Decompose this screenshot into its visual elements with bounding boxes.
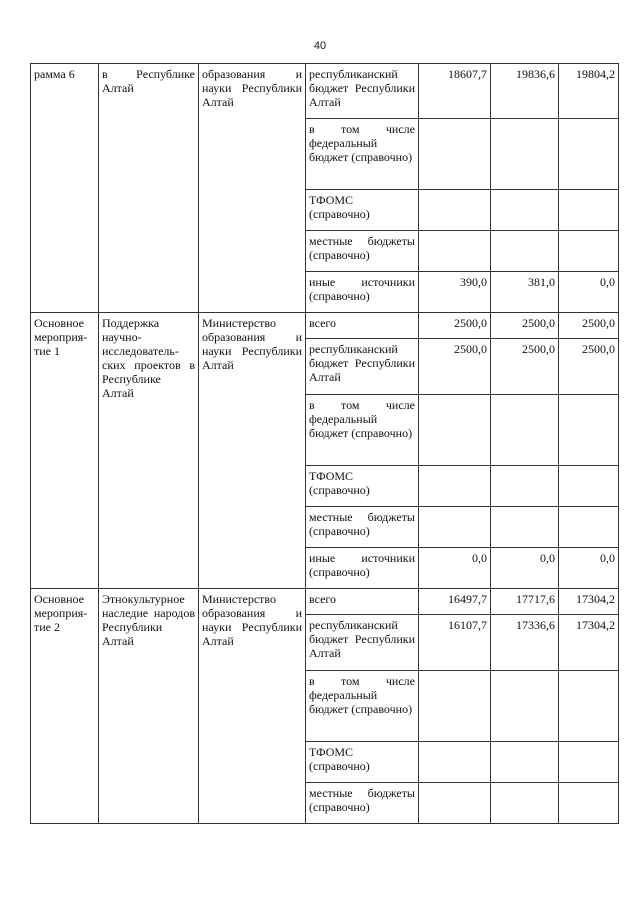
page-number: 40 (313, 40, 327, 52)
funding-source-cell: в том числе федеральный бюджет (справочно) (306, 395, 419, 466)
value-year-1 (419, 395, 491, 466)
value-year-3 (559, 671, 619, 742)
responsible-executor-cell: образования и науки Республики Алтай (199, 64, 306, 313)
value-year-3: 19804,2 (559, 64, 619, 119)
funding-source-cell: всего (306, 313, 419, 339)
funding-source-cell: местные бюджеты (справочно) (306, 783, 419, 824)
program-description-cell: в Республике Алтай (99, 64, 199, 313)
responsible-executor-cell: Министерство образования и науки Республики Алтай (199, 589, 306, 824)
value-year-3 (559, 507, 619, 548)
table-row (31, 589, 619, 615)
program-description-cell: Этнокультурное наследие народов Республики Алтай (99, 589, 199, 824)
funding-source-cell: ТФОМС (справочно) (306, 190, 419, 231)
value-year-2 (491, 231, 559, 272)
value-year-1 (419, 507, 491, 548)
value-year-3 (559, 190, 619, 231)
program-name-cell: Основное мероприя-тие 1 (31, 313, 99, 589)
value-year-1 (419, 783, 491, 824)
value-year-1 (419, 231, 491, 272)
value-year-2: 17717,6 (491, 589, 559, 615)
funding-source-cell: ТФОМС (справочно) (306, 742, 419, 783)
table-row (31, 313, 619, 339)
value-year-3 (559, 783, 619, 824)
value-year-2 (491, 783, 559, 824)
value-year-2: 381,0 (491, 272, 559, 313)
value-year-3 (559, 395, 619, 466)
value-year-1: 390,0 (419, 272, 491, 313)
value-year-3 (559, 742, 619, 783)
funding-source-cell: иные источники (справочно) (306, 272, 419, 313)
value-year-3: 0,0 (559, 548, 619, 589)
value-year-1 (419, 671, 491, 742)
value-year-1 (419, 466, 491, 507)
value-year-2 (491, 742, 559, 783)
value-year-3 (559, 466, 619, 507)
funding-source-cell: республиканский бюджет Республики Алтай (306, 339, 419, 395)
funding-source-cell: иные источники (справочно) (306, 548, 419, 589)
value-year-2 (491, 119, 559, 190)
value-year-1: 2500,0 (419, 313, 491, 339)
value-year-1: 0,0 (419, 548, 491, 589)
funding-source-cell: в том числе федеральный бюджет (справочно) (306, 671, 419, 742)
value-year-1 (419, 742, 491, 783)
value-year-3 (559, 231, 619, 272)
program-name-cell: рамма 6 (31, 64, 99, 313)
funding-source-cell: в том числе федеральный бюджет (справочно) (306, 119, 419, 190)
value-year-3 (559, 119, 619, 190)
value-year-2: 2500,0 (491, 313, 559, 339)
value-year-2 (491, 671, 559, 742)
value-year-2 (491, 190, 559, 231)
value-year-2: 19836,6 (491, 64, 559, 119)
program-name-cell: Основное мероприя-тие 2 (31, 589, 99, 824)
value-year-3: 17304,2 (559, 615, 619, 671)
funding-source-cell: местные бюджеты (справочно) (306, 507, 419, 548)
funding-source-cell: ТФОМС (справочно) (306, 466, 419, 507)
value-year-2 (491, 395, 559, 466)
value-year-2 (491, 507, 559, 548)
funding-source-cell: республиканский бюджет Республики Алтай (306, 615, 419, 671)
value-year-1 (419, 119, 491, 190)
value-year-3: 0,0 (559, 272, 619, 313)
value-year-1: 16107,7 (419, 615, 491, 671)
table-row (31, 64, 619, 119)
value-year-2 (491, 466, 559, 507)
value-year-3: 2500,0 (559, 313, 619, 339)
funding-source-cell: местные бюджеты (справочно) (306, 231, 419, 272)
value-year-2: 0,0 (491, 548, 559, 589)
funding-source-cell: республиканский бюджет Республики Алтай (306, 64, 419, 119)
value-year-3: 17304,2 (559, 589, 619, 615)
funding-source-cell: всего (306, 589, 419, 615)
responsible-executor-cell: Министерство образования и науки Республики Алтай (199, 313, 306, 589)
program-description-cell: Поддержка научно-исследователь-ских проектов в Республике Алтай (99, 313, 199, 589)
value-year-1: 16497,7 (419, 589, 491, 615)
budget-table (30, 63, 619, 824)
value-year-1 (419, 190, 491, 231)
value-year-1: 2500,0 (419, 339, 491, 395)
value-year-3: 2500,0 (559, 339, 619, 395)
value-year-1: 18607,7 (419, 64, 491, 119)
value-year-2: 2500,0 (491, 339, 559, 395)
value-year-2: 17336,6 (491, 615, 559, 671)
